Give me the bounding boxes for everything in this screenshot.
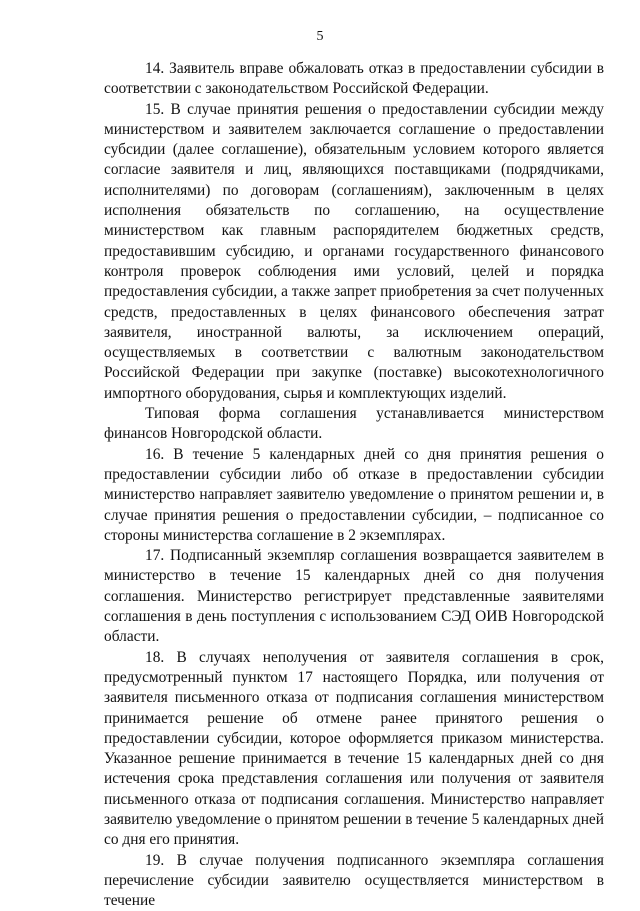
paragraph-16: 16. В течение 5 календарных дней со дня принятия решения о предоставлении субсидии либо об отказе в предоставлении субсидии министерство направляет заявителю уведомление о принятом решении и, в случае принятия решения о предоставлении субсидии, – подписанное со стороны министерства соглашение в 2 экземплярах.	[104, 445, 604, 544]
paragraph-15-standard-form: Типовая форма соглашения устанавливается министерством финансов Новгородской области.	[104, 405, 604, 443]
paragraph-15: 15. В случае принятия решения о предоставлении субсидии между министерством и заявителем заключается соглашение о предоставлении субсидии (далее соглашение), обязательным условием которого является согласие заявителя и лиц, являющихся поставщиками (подрядчиками, исполнителями) по договорам (соглашениям), заключенным в целях исполнения обязательств по соглашению, на осуществление министерством как главным распорядителем бюджетных средств, предоставившим субсидию, и органами государственного финансового контроля проверок соблюдения ими условий, целей и порядка предоставления субсидии, а также запрет приобретения за счет полученных средств, предоставленных в целях финансового обеспечения затрат заявителя, иностранной валюты, за исключением операций, осуществляемых в соответствии с валютным законодательством Российской Федерации при закупке (поставке) высокотехнологичного импортного оборудования, сырья и комплектующих изделий.	[104, 100, 604, 402]
page-number: 5	[316, 29, 324, 44]
paragraph-18: 18. В случаях неполучения от заявителя соглашения в срок, предусмотренный пунктом 17 настоящего Порядка, или получения от заявителя письменного отказа от подписания соглашения министерством принимается решение об отмене ранее принятого решения о предоставлении субсидии, которое оформляется приказом министерства. Указанное решение принимается в течение 15 календарных дней со дня истечения срока представления соглашения или получения от заявителя письменного отказа от подписания соглашения. Министерство направляет заявителю уведомление о принятом решении в течение 5 календарных дней со дня его принятия.	[104, 648, 604, 849]
paragraph-14: 14. Заявитель вправе обжаловать отказ в предоставлении субсидии в соответствии с законодательством Российской Федерации.	[104, 60, 604, 98]
document-body	[104, 59, 604, 911]
paragraph-19: 19. В случае получения подписанного экземпляра соглашения перечисление субсидии заявителю осуществляется министерством в течение	[104, 851, 604, 910]
paragraph-17: 17. Подписанный экземпляр соглашения возвращается заявителем в министерство в течение 15 календарных дней со дня получения соглашения. Министерство регистрирует представленные заявителями соглашения в день поступления с использованием СЭД ОИВ Новгородской области.	[104, 547, 604, 646]
